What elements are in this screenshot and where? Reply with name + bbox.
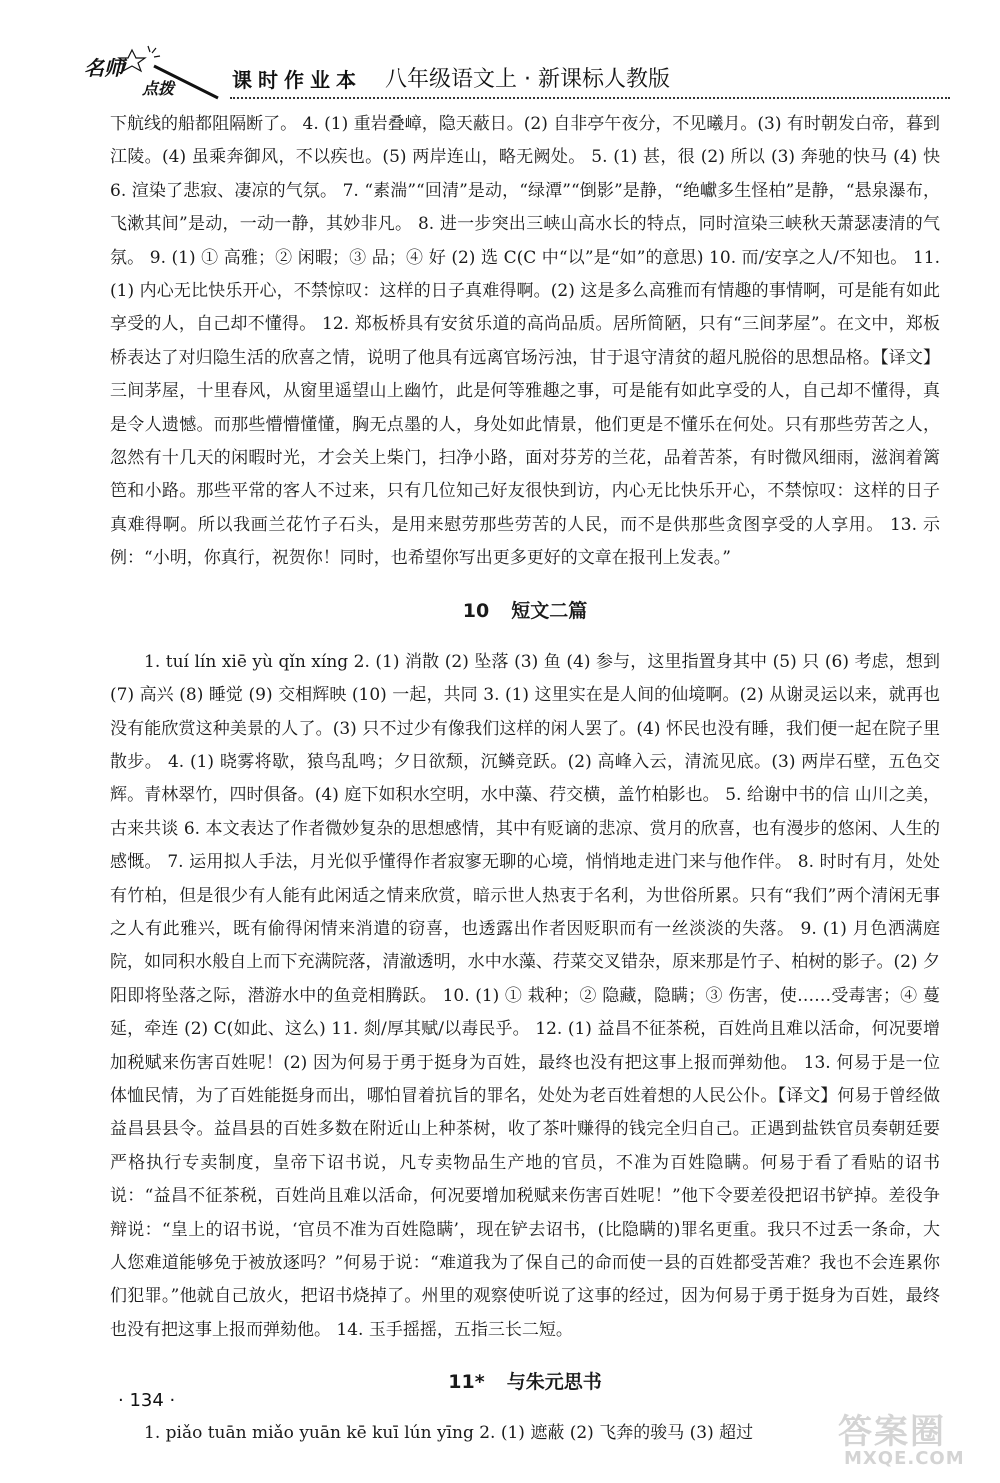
section-title: 与朱元思书 [506,1371,602,1394]
answer-paragraph-continued: 下航线的船都阻隔断了。 4. (1) 重岩叠嶂，隐天蔽日。(2) 自非亭午夜分，不见曦月。(3) 有时朝发白帝，暮到江陵。(4) 虽乘奔御风，不以疾也。(5) 两岸连山，略无阙处。 5. (1) 甚，很 (2) 所以 (3) 奔驰的快马 (4) 快 6. 渲染了悲寂、凄凉的气氛。 7. “素湍”“回清”是动，“绿潭”“倒影”是静，“绝巘多生怪柏”是静，“悬泉瀑布，飞漱其间”是动，一动一静，其妙非凡。 8. 进一步突出三峡山高水长的特点，同时渲染三峡秋天萧瑟凄清的气氛。 9. (1) ① 高雅；② 闲暇；③ 品；④ 好 (2) 选 C(C 中“以”是“如”的意思) 10. 而/安享之人/不知也。 11. (1) 内心无比快乐开心，不禁惊叹：这样的日子真难得啊。(2) 这是多么高雅而有情趣的事情啊，可是能有如此享受的人，自己却不懂得。 12. 郑板桥具有安贫乐道的高尚品质。居所简陋，只有“三间茅屋”。在文中，郑板桥表达了对归隐生活的欣喜之情，说明了他具有远离官场污浊，甘于退守清贫的超凡脱俗的思想品格。【译文】三间茅屋，十里春风，从窗里遥望山上幽竹，此是何等雅趣之事，可是能有如此享受的人，自己却不懂得，真是令人遗憾。而那些懵懵懂懂，胸无点墨的人，身处如此情景，他们更是不懂乐在何处。只有那些劳苦之人，忽然有十几天的闲暇时光，才会关上柴门，扫净小路，面对芬芳的兰花，品着苦茶，有时微风细雨，滋润着篱笆和小路。那些平常的客人不过来，只有几位知己好友很快到访，内心无比快乐开心，不禁惊叹：这样的日子真难得啊。所以我画兰花竹子石头，是用来慰劳那些劳苦的人民，而不是供那些贪图享受的人享用。 13. 示例：“小明，你真行，祝贺你！同时，也希望你写出更多更好的文章在报刊上发表。” [110,114,940,569]
logo-text-bottom: 点拨 [142,79,175,98]
answer-paragraph: 1. tuí lín xiē yù qǐn xíng 2. (1) 消散 (2) 坠落 (3) 鱼 (4) 参与，这里指置身其中 (5) 只 (6) 考虑，想到 (7) 高兴 (8) 睡觉 (9) 交相辉映 (10) 一起，共同 3. (1) 这里实在是人间的仙境啊。(2) 从谢灵运以来，就再也没有能欣赏这种美景的人了。(3) 只不过少有像我们这样的闲人罢了。(4) 怀民也没有睡，我们便一起在院子里散步。 4. (1) 晓雾将歇，猿鸟乱鸣；夕日欲颓，沉鳞竞跃。(2) 高峰入云，清流见底。(3) 两岸石壁，五色交辉。青林翠竹，四时俱备。(4) 庭下如积水空明，水中藻、荇交横，盖竹柏影也。 5. 给谢中书的信 山川之美，古来共谈 6. 本文表达了作者微妙复杂的思想感情，其中有贬谪的悲凉、赏月的欣喜，也有漫步的悠闲、人生的感慨。 7. 运用拟人手法，月光似乎懂得作者寂寥无聊的心境，悄悄地走进门来与他作伴。 8. 时时有月，处处有竹柏，但是很少有人能有此闲适之情来欣赏，暗示世人热衷于名利，为世俗所累。只有“我们”两个清闲无事之人有此雅兴，既有偷得闲情来消遣的窃喜，也透露出作者因贬职而有一丝淡淡的失落。 9. (1) 月色洒满庭院，如同积水般自上而下充满院落，清澈透明，水中水藻、荇菜交叉错杂，原来那是竹子、柏树的影子。(2) 夕阳即将坠落之际，潜游水中的鱼竞相腾跃。 10. (1) ① 栽种；② 隐藏，隐瞒；③ 伤害，使……受毒害；④ 蔓延，牵连 (2) C(如此、这么) 11. 剡/厚其赋/以毒民乎。 12. (1) 益昌不征茶税，百姓尚且难以活命，何况要增加税赋来伤害百姓呢！(2) 因为何易于勇于挺身为百姓，最终也没有把这事上报而弹劾他。 13. 何易于是一位体恤民情，为了百姓能挺身而出，哪怕冒着抗旨的罪名，处处为老百姓着想的人民公仆。【译文】何易于曾经做益昌县县令。益昌县的百姓多数在附近山上种茶树，收了茶叶赚得的钱完全归自己。正遇到盐铁官员奏朝廷要严格执行专卖制度，皇帝下诏书说，凡专卖物品生产地的官员，不准为百姓隐瞒。何易于看了看贴的诏书说：“益昌不征茶税，百姓尚且难以活命，何况要增加税赋来伤害百姓呢！”他下令要差役把诏书铲掉。差役争辩说：“皇上的诏书说，‘官员不准为百姓隐瞒’，现在铲去诏书，(比隐瞒的)罪名更重。我只不过丢一条命，大人您难道能够免于被放逐吗？”何易于说：“难道我为了保自己的命而使一县的百姓都受苦难？我也不会连累你们犯罪。”他就自己放火，把诏书烧掉了。州里的观察使听说了这事的经过，因为何易于勇于挺身为百姓，最终也没有把这事上报而弹劾他。 14. 玉手摇摇，五指三长二短。 [110,651,940,1340]
watermark-url: MXQE.COM [844,1448,965,1469]
section-title: 短文二篇 [511,599,588,622]
book-title: 八年级语文上 · 新课标人教版 [385,67,670,92]
header-divider [230,97,950,99]
series-name: 课时作业本 [232,68,362,92]
logo-text-top: 名师 [84,56,124,80]
watermark [826,1404,986,1476]
section-heading [110,576,940,646]
section-number: 11* [448,1371,485,1394]
sparkle-icon [70,40,220,100]
page-number: · 134 · [118,1390,176,1411]
watermark-text: 答案圈 [838,1412,946,1452]
page-header [0,0,1000,110]
section-heading [110,1347,940,1417]
series-logo [70,40,220,100]
section-number: 10 [462,599,490,622]
answer-content [110,108,940,1451]
answer-paragraph: 1. piǎo tuān miǎo yuān kē kuī lún yīng 2. (1) 遮蔽 (2) 飞奔的骏马 (3) 超过 [144,1423,754,1444]
